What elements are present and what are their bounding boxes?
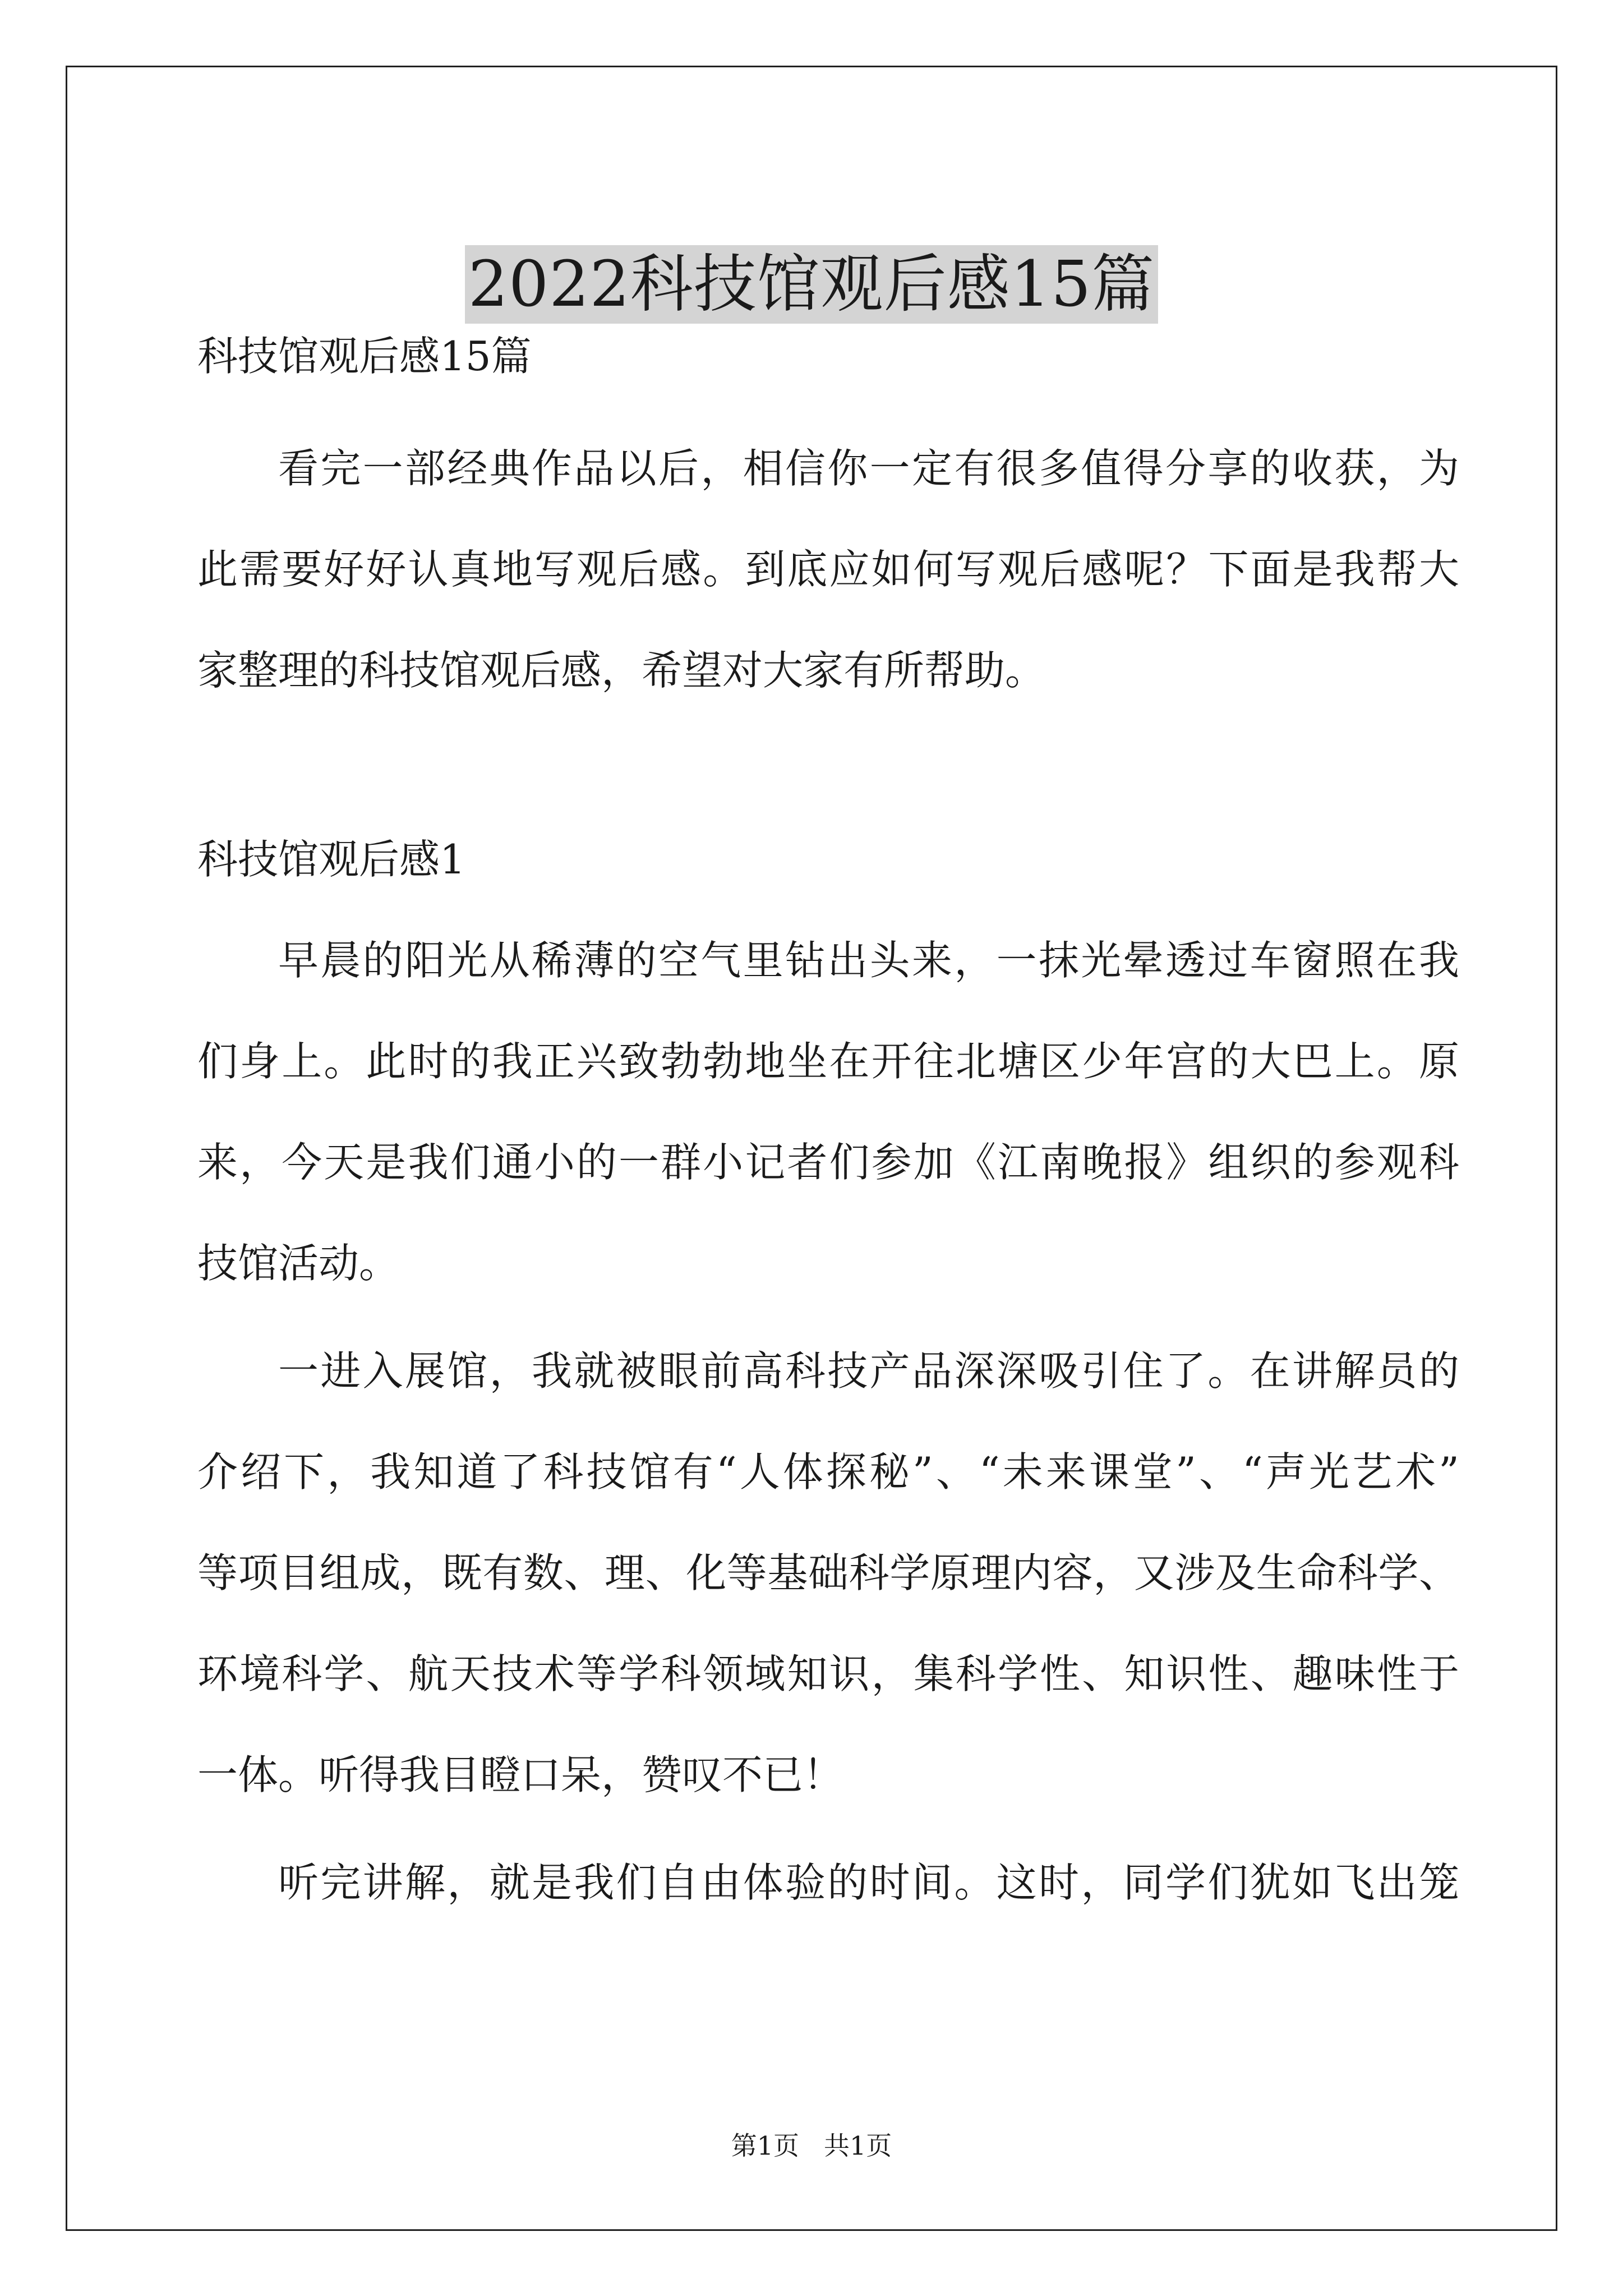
document-subtitle: 科技馆观后感15篇	[197, 333, 532, 380]
paragraph-line: 听完讲解，就是我们自由体验的时间。这时，同学们犹如飞出笼	[278, 1859, 1459, 1906]
section-heading: 科技馆观后感1	[197, 836, 465, 883]
spacer	[197, 728, 1459, 809]
page-total: 共1页	[824, 2131, 892, 2161]
paragraph-line: 家整理的科技馆观后感，希望对大家有所帮助。	[197, 647, 1046, 694]
paragraph-line: 早晨的阳光从稀薄的空气里钻出头来，一抹光晕透过车窗照在我	[278, 937, 1459, 984]
paragraph-line: 一进入展馆，我就被眼前高科技产品深深吸引住了。在讲解员的	[278, 1347, 1459, 1395]
paragraph-line: 技馆活动。	[197, 1240, 400, 1287]
paragraph-line: 环境科学、航天技术等学科领域知识，集科学性、知识性、趣味性于	[197, 1650, 1459, 1697]
paragraph-line: 看完一部经典作品以后，相信你一定有很多值得分享的收获，为	[278, 445, 1459, 492]
body-paragraph-3	[197, 1832, 1459, 1933]
paragraph-line: 等项目组成，既有数、理、化等基础科学原理内容，又涉及生命科学、	[197, 1549, 1459, 1596]
paragraph-line: 一体。听得我目瞪口呆，赞叹不已！	[197, 1751, 844, 1798]
body-paragraph-1	[197, 910, 1459, 1314]
document-title: 2022科技馆观后感15篇	[465, 245, 1159, 324]
document-body	[197, 306, 1459, 1940]
paragraph-line: 介绍下，我知道了科技馆有“人体探秘”、“未来课堂”、“声光艺术”	[197, 1448, 1459, 1496]
paragraph-line: 此需要好好认真地写观后感。到底应如何写观后感呢？下面是我帮大	[197, 546, 1459, 593]
intro-paragraph	[197, 418, 1459, 721]
page-footer	[0, 2129, 1623, 2162]
page-number: 第1页	[731, 2131, 799, 2161]
paragraph-line: 来，今天是我们通小的一群小记者们参加《江南晚报》组织的参观科	[197, 1139, 1459, 1186]
body-paragraph-2	[197, 1320, 1459, 1825]
paragraph-line: 们身上。此时的我正兴致勃勃地坐在开往北塘区少年宫的大巴上。原	[197, 1038, 1459, 1085]
